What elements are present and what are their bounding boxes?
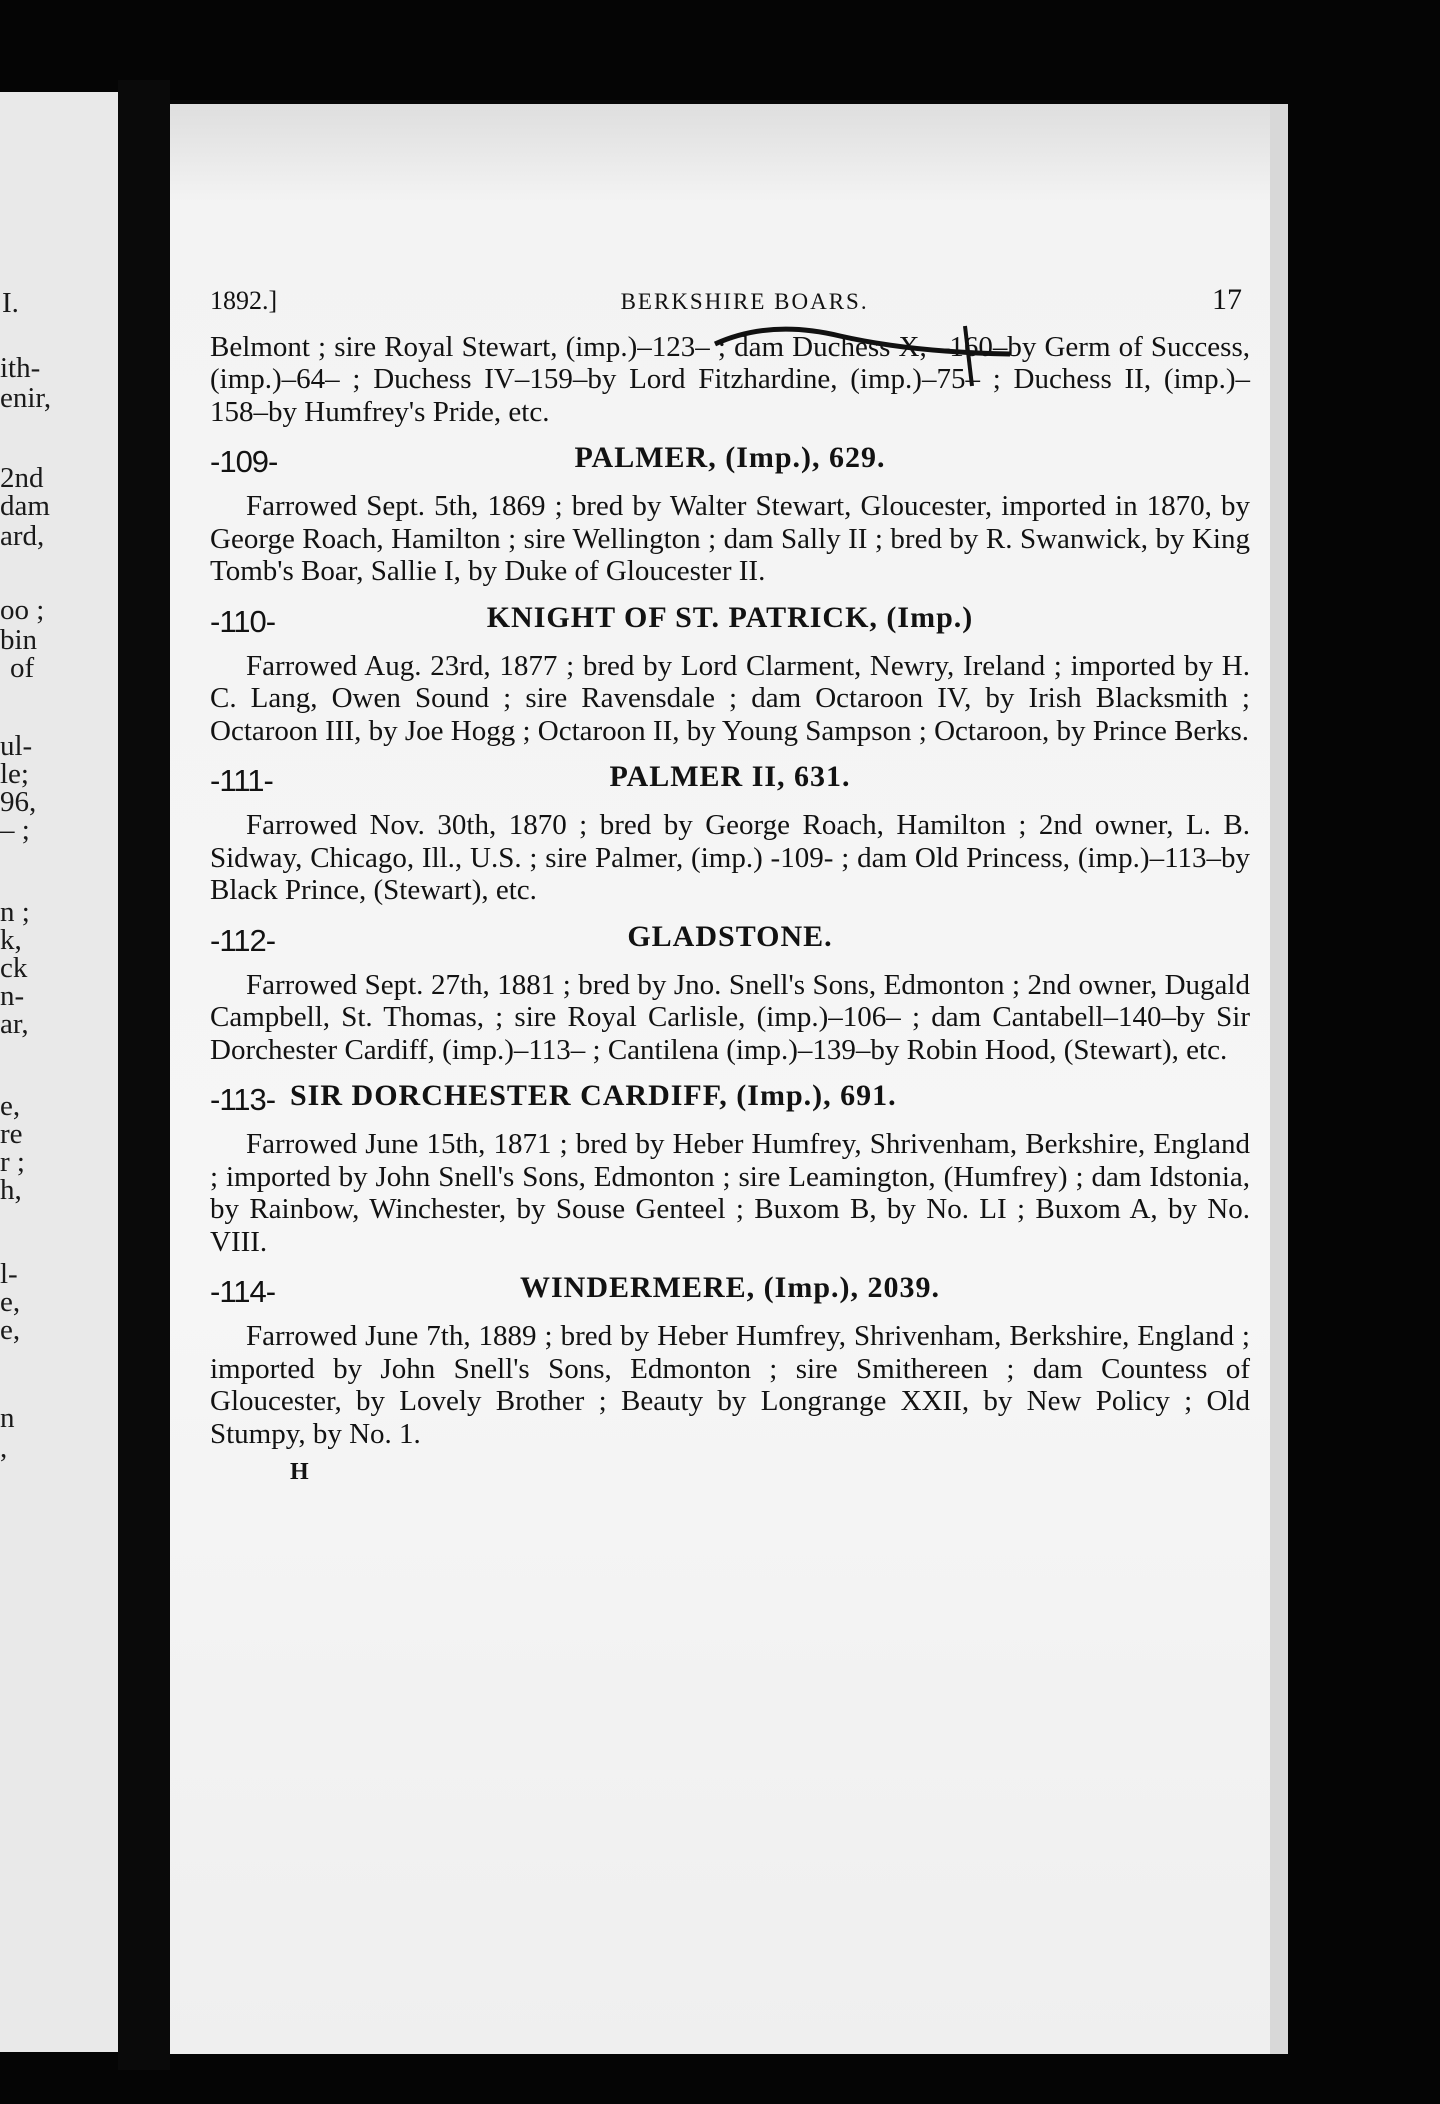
signature-mark: H	[290, 1459, 309, 1485]
entry-heading	[210, 1272, 1250, 1312]
entry-number: -114-	[210, 1274, 276, 1309]
margin-fragment: e,	[0, 1286, 21, 1318]
entry-text: Farrowed Sept. 27th, 1881 ; bred by Jno. Snell's Sons, Edmonton ; 2nd owner, Dugald Campbell, St. Thomas, ; sire Royal Carlisle, (imp.)–106– ; dam Cantabell–140–by Sir Dorchester Cardiff, (imp.)–113– ; Cantilena (imp.)–139–by Robin Hood, (Stewart), etc.	[210, 968, 1250, 1066]
entry-text: Farrowed Sept. 5th, 1869 ; bred by Walter Stewart, Gloucester, imported in 1870, by George Roach, Hamilton ; sire Wellington ; dam Sally II ; bred by R. Swanwick, by King Tomb's Boar, Sallie I, by Duke of Gloucester II.	[210, 490, 1250, 587]
margin-fragment: 2nd	[0, 462, 44, 494]
margin-fragment: n ;	[0, 896, 30, 928]
entry-text: Farrowed June 15th, 1871 ; bred by Heber Humfrey, Shrivenham, Berkshire, England ; imported by John Snell's Sons, Edmonton ; sire Leamington, (Humfrey) ; dam Idstonia, by Rainbow, Winchester, by Souse Genteel ; Buxom B, by No. LI ; Buxom A, by No. VIII.	[210, 1128, 1250, 1258]
margin-fragment: enir,	[0, 382, 52, 414]
entry-111	[210, 761, 1250, 907]
margin-fragment: ck	[0, 952, 28, 984]
margin-fragment: h,	[0, 1174, 22, 1206]
margin-fragment: I.	[2, 287, 19, 319]
entry-109	[210, 442, 1250, 588]
margin-fragment: e,	[0, 1314, 21, 1346]
margin-fragment: ard,	[0, 520, 45, 552]
entry-text: Farrowed June 7th, 1889 ; bred by Heber Humfrey, Shrivenham, Berkshire, England ; imported by John Snell's Sons, Edmonton ; sire Smithereen ; dam Countess of Gloucester, by Lovely Brother ; Beauty by Longrange XXII, by New Policy ; Old Stumpy, by No. 1.	[210, 1320, 1250, 1450]
margin-fragment: le;	[0, 758, 29, 790]
margin-fragment: n-	[0, 980, 25, 1012]
page-edge-right	[1270, 104, 1288, 2054]
running-head-title: BERKSHIRE BOARS.	[620, 289, 869, 314]
margin-fragment: r ;	[0, 1146, 25, 1178]
entry-name: PALMER II, 631.	[609, 760, 851, 793]
entry-113	[210, 1080, 1250, 1258]
entry-heading	[210, 442, 1250, 482]
entry-name: SIR DORCHESTER CARDIFF, (Imp.), 691.	[290, 1079, 897, 1112]
page-content	[210, 284, 1250, 1489]
margin-fragment: of	[10, 652, 35, 684]
entry-name: WINDERMERE, (Imp.), 2039.	[519, 1271, 940, 1304]
entry-heading	[210, 1080, 1250, 1120]
entry-name: KNIGHT OF ST. PATRICK, (Imp.)	[486, 600, 974, 634]
running-head	[210, 284, 1250, 319]
entry-110	[210, 602, 1250, 748]
margin-fragment: bin	[0, 624, 38, 656]
margin-fragment: ul-	[0, 730, 33, 762]
entry-number: -111-	[210, 763, 273, 798]
continuation-paragraph: Belmont ; sire Royal Stewart, (imp.)–123– ; dam Duchess X, –160–by Germ of Success, (imp.)–64– ; Duchess IV–159–by Lord Fitzhardine, (imp.)–75– ; Duchess II, (imp.)–158–by Humfrey's Pride, etc.	[210, 330, 1250, 428]
margin-fragment: oo ;	[0, 594, 45, 626]
margin-fragment: e,	[0, 1090, 21, 1122]
running-head-year: 1892.]	[210, 286, 278, 315]
margin-fragment: – ;	[0, 814, 30, 846]
entry-number: -112-	[210, 922, 276, 958]
margin-fragment: ith-	[0, 352, 41, 384]
entry-114	[210, 1272, 1250, 1450]
entry-number: -113-	[210, 1082, 276, 1117]
margin-fragment: l-	[0, 1258, 18, 1290]
entry-name: PALMER, (Imp.), 629.	[574, 441, 886, 474]
entry-number: -110-	[210, 603, 276, 639]
entry-heading	[210, 602, 1250, 642]
book-page	[170, 104, 1270, 2054]
book-gutter	[118, 80, 170, 2070]
margin-fragment: ar,	[0, 1008, 29, 1040]
page-number: 17	[1212, 283, 1242, 316]
left-page-edge	[0, 92, 118, 2052]
margin-fragment: ,	[0, 1432, 8, 1464]
margin-fragment: k,	[0, 924, 22, 956]
entry-text: Farrowed Nov. 30th, 1870 ; bred by George Roach, Hamilton ; 2nd owner, L. B. Sidway, Chicago, Ill., U.S. ; sire Palmer, (imp.) -109- ; dam Old Princess, (imp.)–113–by Black Prince, (Stewart), etc.	[210, 809, 1250, 906]
margin-fragment: dam	[0, 490, 50, 522]
margin-fragment: 96,	[0, 786, 37, 818]
entry-text: Farrowed Aug. 23rd, 1877 ; bred by Lord Clarment, Newry, Ireland ; imported by H. C. Lang, Owen Sound ; sire Ravensdale ; dam Octaroon IV, by Irish Blacksmith ; Octaroon III, by Joe Hogg ; Octaroon II, by Young Sampson ; Octaroon, by Prince Berks.	[210, 649, 1250, 747]
margin-fragment: re	[0, 1118, 23, 1150]
margin-fragment: n	[0, 1402, 15, 1434]
entry-name: GLADSTONE.	[627, 919, 833, 953]
entry-heading	[210, 921, 1250, 961]
entry-heading	[210, 761, 1250, 801]
entry-number: -109-	[210, 444, 278, 479]
entry-112	[210, 921, 1250, 1067]
